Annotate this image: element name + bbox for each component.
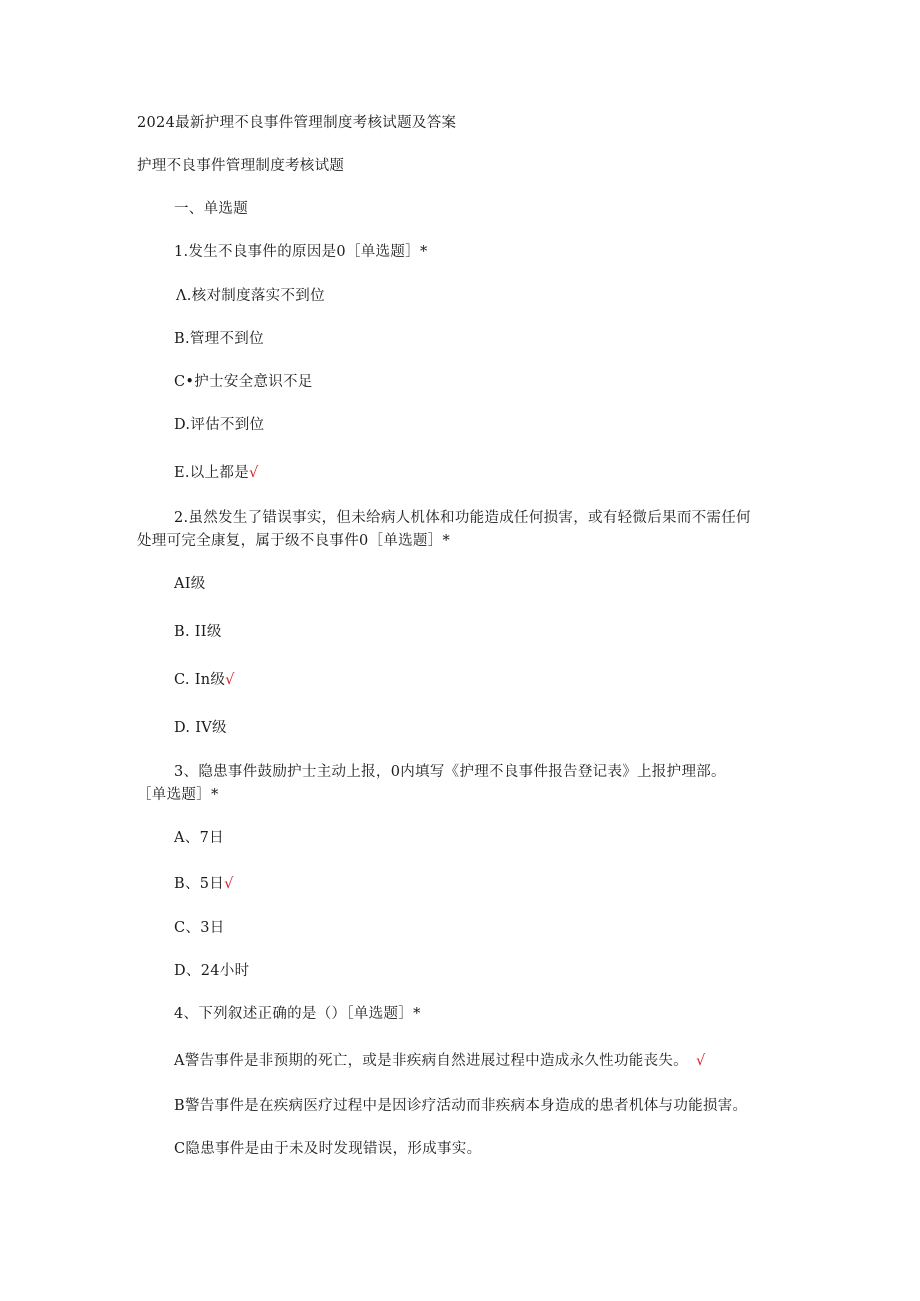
q1-option-e [174, 462, 259, 484]
q1-option-b: B.管理不到位 [174, 331, 264, 347]
question-3-stem-line-1: 3、隐患事件鼓励护士主动上报，0内填写《护理不良事件报告登记表》上报护理部。 [174, 764, 726, 780]
q1-option-c: C•护士安全意识不足 [174, 374, 313, 390]
question-1-stem: 1.发生不良事件的原因是0［单选题］* [174, 244, 428, 260]
q1-option-a: Λ.核对制度落实不到位 [176, 288, 325, 304]
correct-check-mark: √ [249, 465, 259, 481]
q3-option-a: A、7日 [174, 830, 224, 846]
q4-option-c: C隐患事件是由于未及时发现错误，形成事实。 [174, 1141, 482, 1157]
q4-option-a [174, 1050, 706, 1072]
q2-option-c [174, 669, 235, 691]
q4-option-b: B警告事件是在疾病医疗过程中是因诊疗活动而非疾病本身造成的患者机体与功能损害。 [174, 1098, 748, 1114]
q4-option-a-text: A警告事件是非预期的死亡，或是非疾病自然进展过程中造成永久性功能丧失。 [174, 1053, 688, 1069]
correct-check-mark: √ [224, 876, 234, 892]
question-3-stem-line-2: ［单选题］* [137, 787, 219, 803]
correct-check-mark: √ [695, 1053, 706, 1069]
q2-option-a: AI级 [174, 576, 206, 592]
q1-option-e-text: E.以上都是 [174, 465, 249, 481]
question-4-stem: 4、下列叙述正确的是（）［单选题］* [174, 1006, 421, 1022]
q2-option-c-text: C. In级 [174, 672, 226, 688]
q3-option-d: D、24小时 [174, 963, 250, 979]
document-title: 2024最新护理不良事件管理制度考核试题及答案 [137, 115, 457, 131]
q3-option-b-text: B、5日 [174, 876, 225, 892]
question-2-stem-line-1: 2.虽然发生了错误事实，但未给病人机体和功能造成任何损害，或有轻微后果而不需任何 [174, 510, 751, 526]
exam-subtitle: 护理不良事件管理制度考核试题 [137, 158, 345, 174]
q3-option-c: C、3日 [174, 920, 225, 936]
q3-option-b [174, 873, 234, 895]
question-2-stem-line-2: 处理可完全康复，属于级不良事件0［单选题］* [137, 533, 451, 549]
correct-check-mark: √ [225, 672, 235, 688]
q2-option-d: D. IV级 [174, 720, 227, 736]
q1-option-d: D.评估不到位 [174, 417, 265, 433]
section-heading: 一、单选题 [174, 201, 248, 217]
q2-option-b: B. II级 [174, 624, 222, 640]
